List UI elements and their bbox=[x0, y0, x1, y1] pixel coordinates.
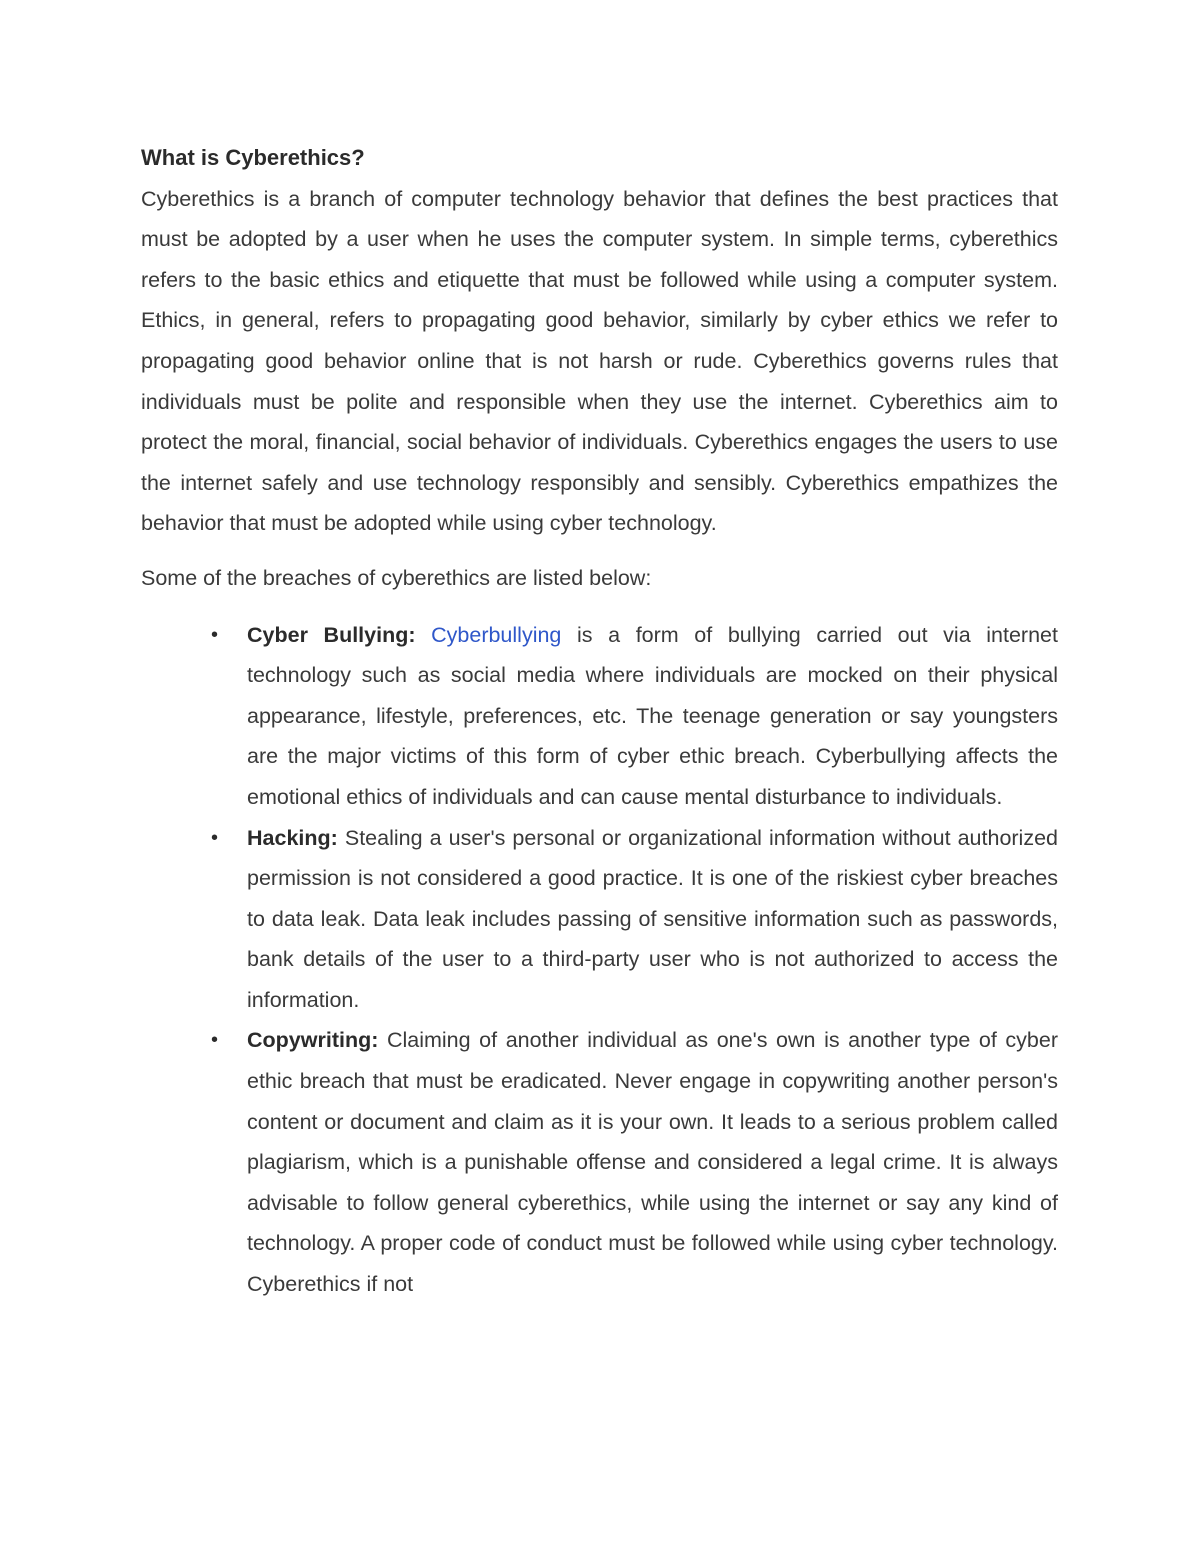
breaches-list bbox=[141, 615, 1058, 1305]
breach-description: Stealing a user's personal or organizational information without authorized permission is not considered a good practice. It is one of the riskiest cyber breaches to data leak. Data leak includes passing of sensitive information such as passwords, bank details of the user to a third-party user who is not authorized to access the information. bbox=[247, 825, 1058, 1012]
bullet-icon: • bbox=[211, 623, 219, 646]
bullet-icon: • bbox=[211, 826, 219, 849]
cyberbullying-link[interactable]: Cyberbullying bbox=[431, 622, 562, 647]
breach-term: Cyber Bullying: bbox=[247, 622, 416, 647]
document-page bbox=[141, 138, 1058, 1305]
bullet-icon: • bbox=[211, 1029, 219, 1052]
list-item-cyber-bullying bbox=[141, 615, 1058, 818]
breach-description: Claiming of another individual as one's own is another type of cyber ethic breach that must be eradicated. Never engage in copywriting another person's content or document and claim as it is your own. It leads to a serious problem called plagiarism, which is a punishable offense and considered a legal crime. It is always advisable to follow general cyberethics, while using the internet or say any kind of technology. A proper code of conduct must be followed while using cyber technology. Cyberethics if not bbox=[247, 1028, 1058, 1297]
breach-term: Hacking: bbox=[247, 825, 338, 850]
list-item-hacking bbox=[141, 818, 1058, 1021]
list-intro: Some of the breaches of cyberethics are listed below: bbox=[141, 565, 652, 590]
breach-term: Copywriting: bbox=[247, 1028, 379, 1053]
breach-description: is a form of bullying carried out via internet technology such as social media where individuals are mocked on their physical appearance, lifestyle, preferences, etc. The teenage generation or say youngsters are the major victims of this form of cyber ethic breach. Cyberbullying affects the emotional ethics of individuals and can cause mental disturbance to individuals. bbox=[247, 622, 1058, 809]
list-item-copywriting bbox=[141, 1020, 1058, 1304]
document-title: What is Cyberethics? bbox=[141, 145, 365, 170]
intro-paragraph: Cyberethics is a branch of computer technology behavior that defines the best practices that must be adopted by a user when he uses the computer system. In simple terms, cyberethics refers to the basic ethics and etiquette that must be followed while using a computer system. Ethics, in general, refers to propagating good behavior, similarly by cyber ethics we refer to propagating good behavior online that is not harsh or rude. Cyberethics governs rules that individuals must be polite and responsible when they use the internet. Cyberethics aim to protect the moral, financial, social behavior of individuals. Cyberethics engages the users to use the internet safely and use technology responsibly and sensibly. Cyberethics empathizes the behavior that must be adopted while using cyber technology. bbox=[141, 186, 1058, 536]
